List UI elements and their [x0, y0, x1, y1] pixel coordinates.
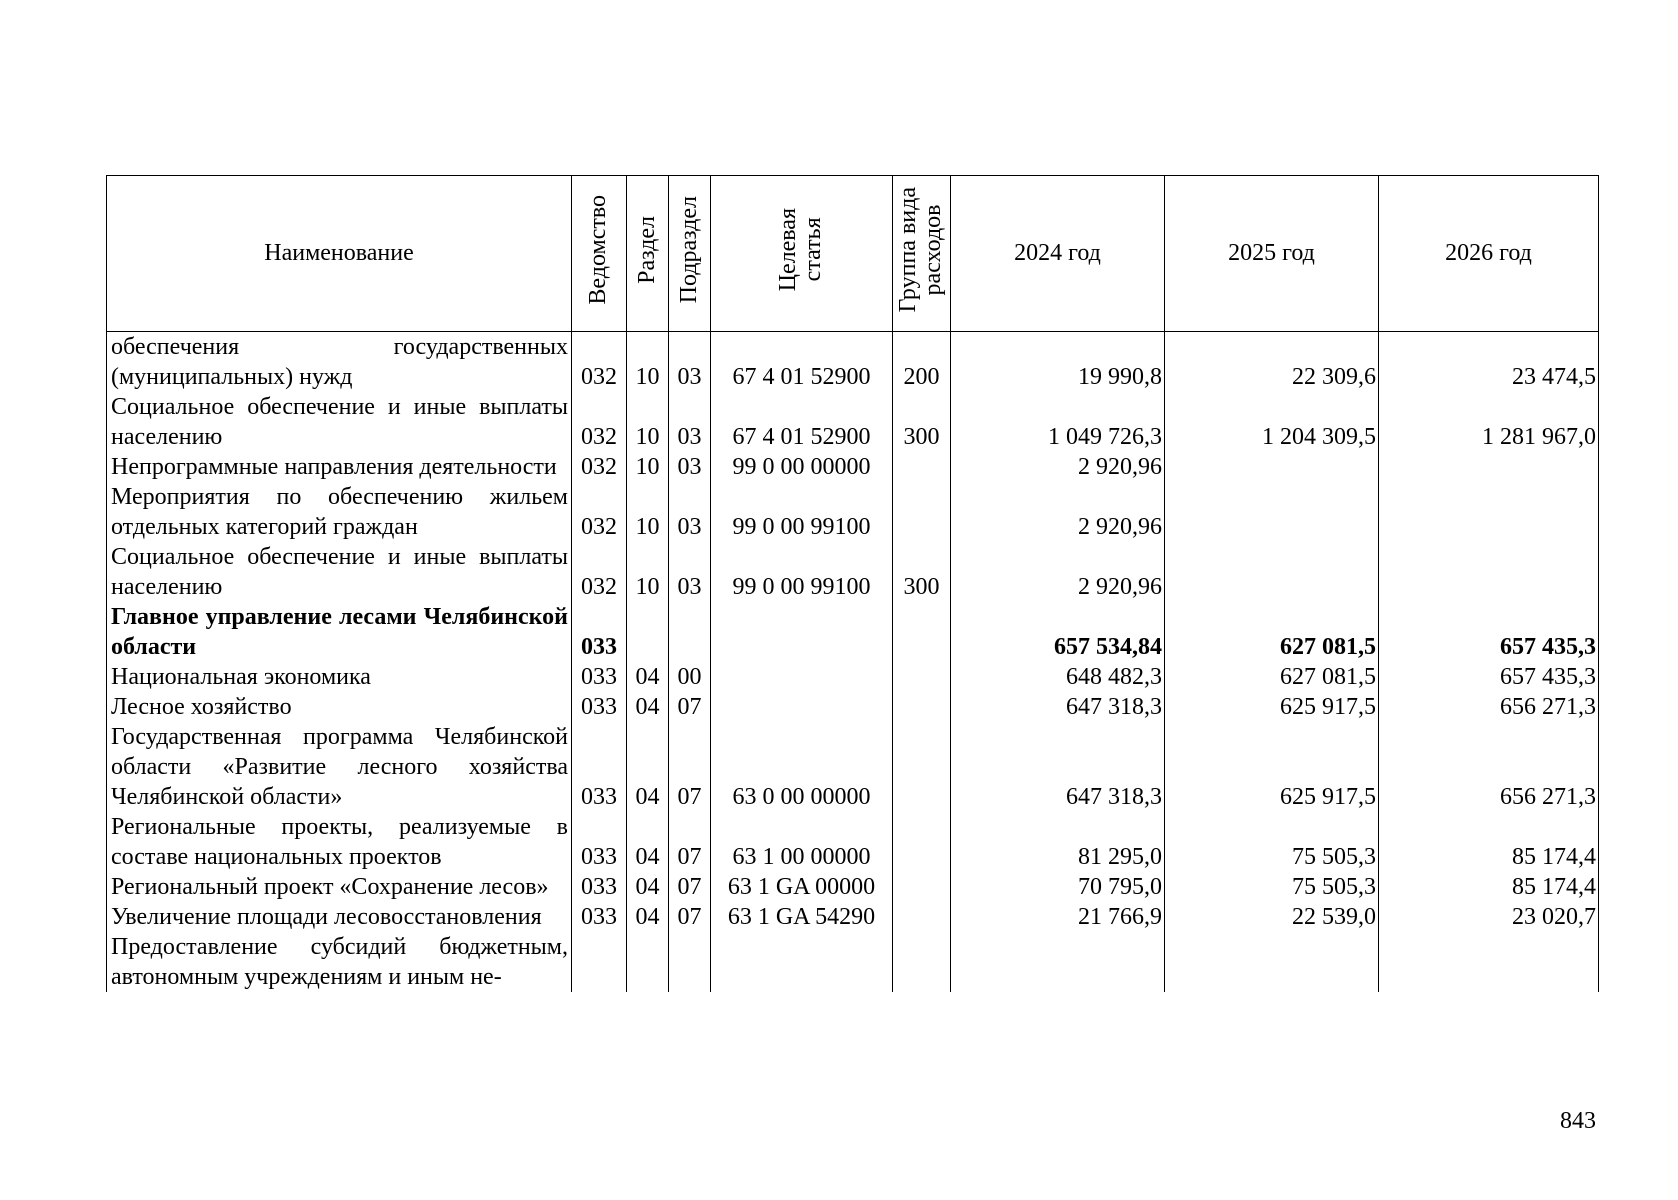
cell-vedomstvo: [572, 932, 627, 992]
table-row: [107, 332, 1599, 393]
cell-tselevaya: 63 1 00 00000: [711, 812, 893, 872]
table-row: [107, 932, 1599, 992]
cell-razdel: 10: [627, 332, 669, 393]
cell-vedomstvo: 033: [572, 692, 627, 722]
cell-tselevaya: [711, 602, 893, 662]
header-name: Наименование: [107, 176, 572, 332]
cell-gruppa: [893, 902, 951, 932]
cell-2026: 656 271,3: [1379, 692, 1599, 722]
header-2025: 2025 год: [1165, 176, 1379, 332]
table-row: [107, 872, 1599, 902]
cell-2026: [1379, 482, 1599, 542]
cell-2024: 647 318,3: [951, 692, 1165, 722]
cell-name: Мероприятия по обеспечению жильем отдельных категорий граждан: [107, 482, 572, 542]
cell-2025: [1165, 482, 1379, 542]
cell-name: Предоставление субсидий бюджетным, автономным учреждениям и иным не-: [107, 932, 572, 992]
cell-podrazdel: 07: [669, 902, 711, 932]
cell-podrazdel: 07: [669, 692, 711, 722]
table-row: [107, 602, 1599, 662]
cell-2025: 22 309,6: [1165, 332, 1379, 393]
cell-2024: 2 920,96: [951, 482, 1165, 542]
header-gruppa: Группа вида расходов: [893, 176, 951, 332]
cell-tselevaya: 63 1 GA 00000: [711, 872, 893, 902]
cell-2025: 627 081,5: [1165, 662, 1379, 692]
cell-2024: 2 920,96: [951, 452, 1165, 482]
cell-razdel: 04: [627, 722, 669, 812]
cell-2024: 81 295,0: [951, 812, 1165, 872]
cell-gruppa: [893, 932, 951, 992]
cell-razdel: 10: [627, 542, 669, 602]
table-row: [107, 392, 1599, 452]
cell-gruppa: [893, 482, 951, 542]
cell-2025: 625 917,5: [1165, 692, 1379, 722]
cell-vedomstvo: 033: [572, 722, 627, 812]
cell-tselevaya: 63 1 GA 54290: [711, 902, 893, 932]
cell-razdel: 04: [627, 692, 669, 722]
cell-2026: 657 435,3: [1379, 602, 1599, 662]
cell-2026: [1379, 542, 1599, 602]
cell-2025: 625 917,5: [1165, 722, 1379, 812]
cell-name: Непрограммные направления деятельности: [107, 452, 572, 482]
page-number: 843: [1560, 1108, 1596, 1134]
table-row: [107, 662, 1599, 692]
cell-2026: 85 174,4: [1379, 872, 1599, 902]
cell-razdel: 10: [627, 392, 669, 452]
cell-tselevaya: [711, 662, 893, 692]
cell-2025: 1 204 309,5: [1165, 392, 1379, 452]
cell-tselevaya: 99 0 00 00000: [711, 452, 893, 482]
cell-podrazdel: 07: [669, 872, 711, 902]
table-body: [107, 332, 1599, 993]
cell-2026: [1379, 932, 1599, 992]
cell-gruppa: 300: [893, 542, 951, 602]
cell-tselevaya: [711, 932, 893, 992]
cell-vedomstvo: 033: [572, 872, 627, 902]
cell-2025: [1165, 932, 1379, 992]
cell-2024: [951, 932, 1165, 992]
cell-gruppa: 300: [893, 392, 951, 452]
cell-tselevaya: [711, 692, 893, 722]
cell-name: Социальное обеспечение и иные выплаты населению: [107, 392, 572, 452]
cell-gruppa: [893, 602, 951, 662]
budget-table: [106, 175, 1599, 992]
cell-gruppa: [893, 872, 951, 902]
cell-tselevaya: 67 4 01 52900: [711, 392, 893, 452]
cell-razdel: 10: [627, 452, 669, 482]
cell-2024: 70 795,0: [951, 872, 1165, 902]
cell-tselevaya: 67 4 01 52900: [711, 332, 893, 393]
cell-2024: 648 482,3: [951, 662, 1165, 692]
table-row: [107, 542, 1599, 602]
cell-razdel: 10: [627, 482, 669, 542]
cell-2026: [1379, 452, 1599, 482]
cell-gruppa: [893, 722, 951, 812]
cell-2024: 21 766,9: [951, 902, 1165, 932]
cell-tselevaya: 63 0 00 00000: [711, 722, 893, 812]
header-podrazdel: Подраздел: [669, 176, 711, 332]
cell-name: Региональные проекты, реализуемые в составе национальных проектов: [107, 812, 572, 872]
cell-name: Увеличение площади лесовосстановления: [107, 902, 572, 932]
table-row: [107, 482, 1599, 542]
cell-tselevaya: 99 0 00 99100: [711, 542, 893, 602]
cell-2026: 85 174,4: [1379, 812, 1599, 872]
cell-name: Государственная программа Челябинской области «Развитие лесного хозяйства Челябинской области»: [107, 722, 572, 812]
cell-name: Социальное обеспечение и иные выплаты населению: [107, 542, 572, 602]
cell-gruppa: [893, 812, 951, 872]
cell-2026: 656 271,3: [1379, 722, 1599, 812]
cell-2024: 647 318,3: [951, 722, 1165, 812]
cell-razdel: [627, 932, 669, 992]
cell-2024: 2 920,96: [951, 542, 1165, 602]
cell-podrazdel: 00: [669, 662, 711, 692]
cell-razdel: [627, 602, 669, 662]
header-2026: 2026 год: [1379, 176, 1599, 332]
cell-name: Национальная экономика: [107, 662, 572, 692]
cell-vedomstvo: 033: [572, 812, 627, 872]
cell-2024: 19 990,8: [951, 332, 1165, 393]
cell-gruppa: [893, 692, 951, 722]
cell-gruppa: [893, 662, 951, 692]
cell-2025: 75 505,3: [1165, 872, 1379, 902]
cell-podrazdel: [669, 602, 711, 662]
cell-2026: 23 474,5: [1379, 332, 1599, 393]
cell-razdel: 04: [627, 902, 669, 932]
cell-podrazdel: 07: [669, 722, 711, 812]
cell-name: Региональный проект «Сохранение лесов»: [107, 872, 572, 902]
cell-tselevaya: 99 0 00 99100: [711, 482, 893, 542]
table-header-row: [107, 176, 1599, 332]
table-row: [107, 722, 1599, 812]
cell-podrazdel: 03: [669, 392, 711, 452]
cell-2024: 1 049 726,3: [951, 392, 1165, 452]
cell-podrazdel: [669, 932, 711, 992]
cell-vedomstvo: 033: [572, 662, 627, 692]
table-row: [107, 812, 1599, 872]
cell-razdel: 04: [627, 812, 669, 872]
table-row: [107, 692, 1599, 722]
cell-2025: [1165, 452, 1379, 482]
table-row: [107, 902, 1599, 932]
cell-2025: 627 081,5: [1165, 602, 1379, 662]
cell-razdel: 04: [627, 872, 669, 902]
header-vedomstvo: Ведомство: [572, 176, 627, 332]
header-2024: 2024 год: [951, 176, 1165, 332]
header-tselevaya: Целевая статья: [711, 176, 893, 332]
cell-vedomstvo: 032: [572, 392, 627, 452]
cell-vedomstvo: 032: [572, 452, 627, 482]
cell-podrazdel: 03: [669, 542, 711, 602]
cell-2026: 23 020,7: [1379, 902, 1599, 932]
cell-razdel: 04: [627, 662, 669, 692]
cell-2026: 657 435,3: [1379, 662, 1599, 692]
cell-podrazdel: 03: [669, 332, 711, 393]
cell-name: обеспечения государственных (муниципальных) нужд: [107, 332, 572, 393]
cell-name: Лесное хозяйство: [107, 692, 572, 722]
cell-2025: [1165, 542, 1379, 602]
cell-podrazdel: 03: [669, 482, 711, 542]
cell-vedomstvo: 032: [572, 542, 627, 602]
cell-2025: 75 505,3: [1165, 812, 1379, 872]
cell-vedomstvo: 032: [572, 482, 627, 542]
cell-gruppa: 200: [893, 332, 951, 393]
table-row: [107, 452, 1599, 482]
cell-2024: 657 534,84: [951, 602, 1165, 662]
cell-podrazdel: 03: [669, 452, 711, 482]
cell-vedomstvo: 033: [572, 902, 627, 932]
cell-podrazdel: 07: [669, 812, 711, 872]
cell-vedomstvo: 033: [572, 602, 627, 662]
header-razdel: Раздел: [627, 176, 669, 332]
cell-gruppa: [893, 452, 951, 482]
cell-2026: 1 281 967,0: [1379, 392, 1599, 452]
cell-vedomstvo: 032: [572, 332, 627, 393]
cell-name: Главное управление лесами Челябинской области: [107, 602, 572, 662]
cell-2025: 22 539,0: [1165, 902, 1379, 932]
